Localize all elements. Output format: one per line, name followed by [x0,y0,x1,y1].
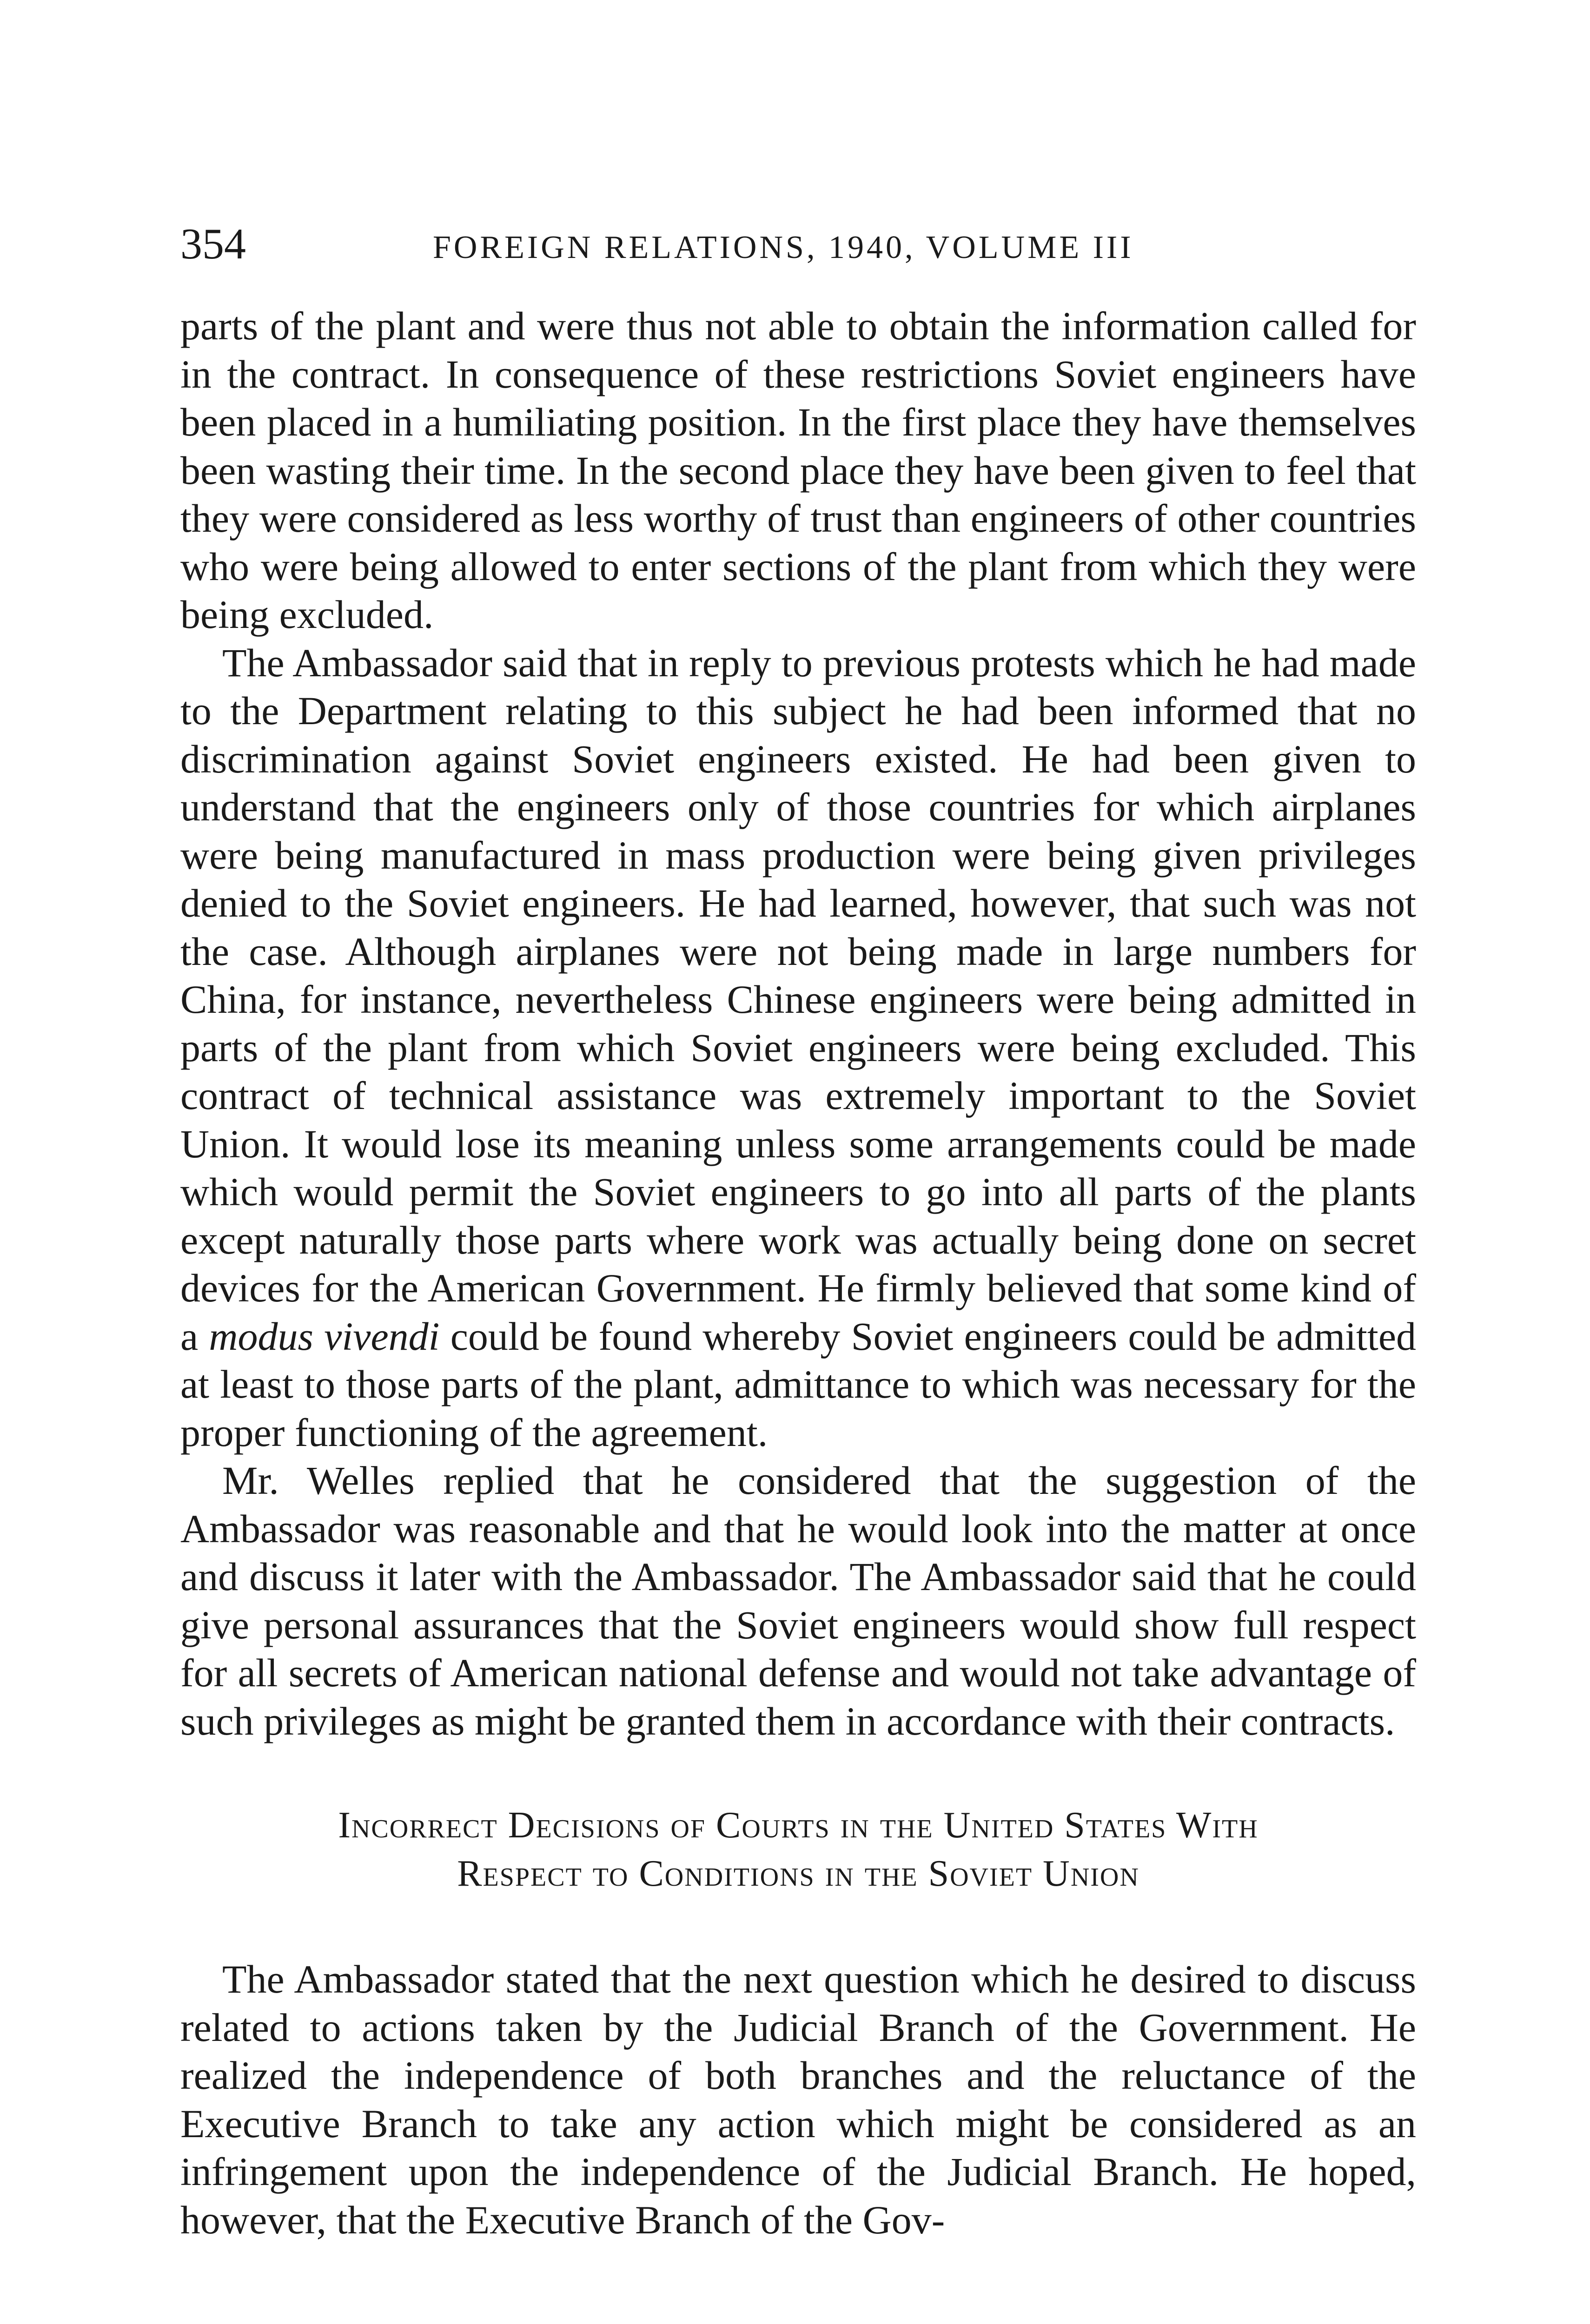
section-heading-line-2: Respect to Conditions in the Soviet Union [457,1853,1140,1894]
page-header [180,218,1417,270]
paragraph-text-after-italic: could be found whereby Soviet engineers could be admitted at least to those parts of the plant, admittance to which was necessary for the proper functioning of the agreement. [180,1314,1416,1455]
paragraph-text-before-italic: The Ambassador said that in reply to previous protests which he had made to the Department relating to this subject he had been informed that no discrimination against Soviet engineers existed. He had been given to understand that the engineers only of those countries for which airplanes were being manufactured in mass production were being given privileges denied to the Soviet engineers. He had learned, however, that such was not the case. Although airplanes were not being made in large numbers for China, for instance, nevertheless Chinese engineers were being admitted in parts of the plant from which Soviet engineers were being excluded. This contract of technical assistance was extremely important to the Soviet Union. It would lose its meaning unless some arrangements could be made which would permit the Soviet engineers to go into all parts of the plants except naturally those parts where work was actually being done on secret devices for the American Government. He firmly believed that some kind of a [180,640,1416,1359]
body-text [180,302,1416,2244]
italic-phrase: modus vivendi [209,1314,440,1359]
section-heading-line-1: Incorrect Decisions of Courts in the United States With [338,1805,1259,1846]
section-heading [180,1801,1416,1898]
running-head: FOREIGN RELATIONS, 1940, VOLUME III [433,230,1134,265]
paragraph-continuation: parts of the plant and were thus not able to obtain the information called for in the contract. In consequence of these restrictions Soviet engineers have been placed in a humiliating position. In the first place they have themselves been wasting their time. In the second place they have been given to feel that they were considered as less worthy of trust than engineers of other countries who were being allowed to enter sections of the plant from which they were being excluded. [180,304,1416,637]
paragraph-judicial-branch: The Ambassador stated that the next question which he desired to discuss related to actions taken by the Judicial Branch of the Government. He realized the independence of both branches and the reluctance of the Executive Branch to take any action which might be considered as an infringement upon the independence of the Judicial Branch. He hoped, however, that the Executive Branch of the Gov- [180,1957,1416,2242]
page-number: 354 [180,220,246,268]
paragraph-ambassador-protests [180,639,1416,1457]
paragraph-welles-reply: Mr. Welles replied that he considered that the suggestion of the Ambassador was reasonable and that he would look into the matter at once and discuss it later with the Ambassador. The Ambassador said that he could give personal assurances that the Soviet engineers would show full respect for all secrets of American national defense and would not take advantage of such privileges as might be granted them in accordance with their contracts. [180,1458,1416,1743]
